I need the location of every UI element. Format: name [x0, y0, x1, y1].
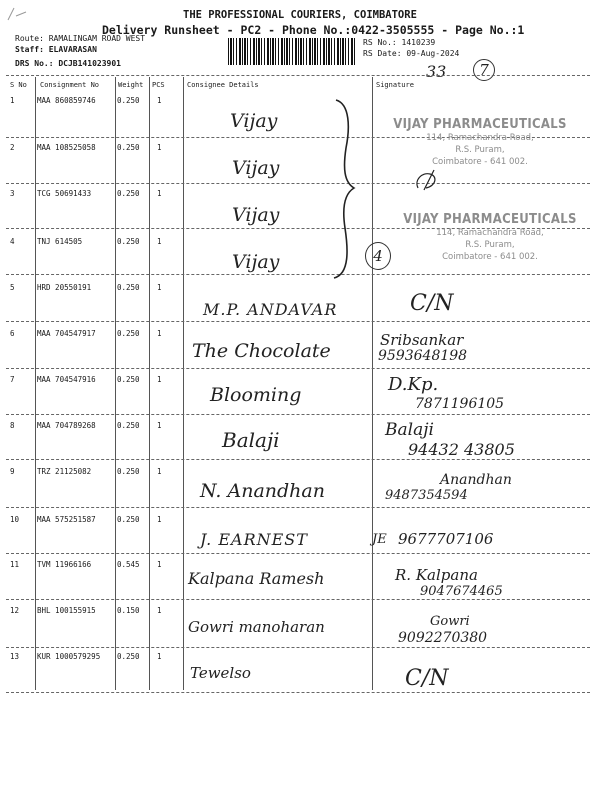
row-weight: 0.250 [117, 515, 140, 524]
row-consignee-handwriting: J. EARNEST [200, 530, 308, 549]
row-signature-handwriting: C/N [405, 666, 449, 691]
handwritten-circled-count: 7 [473, 59, 495, 81]
row-consignee-handwriting: The Chocolate [192, 340, 331, 362]
row-pcs: 1 [157, 560, 162, 569]
company-stamp [380, 117, 580, 168]
row-sno: 7 [10, 375, 15, 384]
row-pcs: 1 [157, 143, 162, 152]
row-consignee-handwriting: Blooming [210, 384, 302, 406]
row-consignment: MAA 575251587 [37, 515, 96, 524]
row-signature-phone: 9487354594 [385, 488, 468, 503]
row-sno: 10 [10, 515, 20, 524]
row-divider [6, 692, 590, 693]
company-stamp [390, 212, 590, 263]
row-divider [6, 368, 590, 369]
row-consignment: MAA 860859746 [37, 96, 96, 105]
col-header-signature: Signature [376, 81, 414, 89]
col-header-consignee: Consignee Details [187, 81, 259, 89]
row-pcs: 1 [157, 652, 162, 661]
row-pcs: 1 [157, 96, 162, 105]
runsheet-title: Delivery Runsheet - PC2 - Phone No.:0422-3505555 - Page No.:1 [102, 23, 525, 37]
row-sno: 9 [10, 467, 15, 476]
row-signature-phone: 9047674465 [420, 584, 503, 599]
handwritten-count: 33 [426, 62, 447, 81]
brace-mark [328, 98, 358, 280]
col-header-pcs: PCS [152, 81, 165, 89]
row-divider [6, 183, 590, 184]
row-signature-handwriting: C/N [410, 291, 454, 316]
signature-squiggle [412, 168, 442, 192]
row-weight: 0.250 [117, 189, 140, 198]
row-consignment: TCG 50691433 [37, 189, 92, 198]
row-consignment: MAA 704547916 [37, 375, 96, 384]
col-header-consignment: Consignment No [40, 81, 100, 89]
row-signature-phone: 9593648198 [378, 348, 468, 364]
drs-label: DRS No.: DCJB141023901 [15, 59, 121, 68]
stamp-line: Coimbatore - 641 002. [442, 252, 538, 262]
stamp-line: 114, Ramachandra Road, [436, 228, 544, 238]
stamp-line: R.S. Puram, [455, 145, 505, 155]
col-header-weight: Weight [118, 81, 144, 89]
stamp-line: Coimbatore - 641 002. [432, 157, 528, 167]
corner-mark [6, 6, 28, 22]
row-divider [6, 599, 590, 600]
row-consignee-handwriting: Tewelso [190, 664, 251, 682]
row-weight: 0.250 [117, 652, 140, 661]
row-weight: 0.250 [117, 467, 140, 476]
rs-date: RS Date: 09-Aug-2024 [363, 49, 460, 58]
row-consignee-handwriting: Vijay [232, 157, 280, 179]
row-consignee-handwriting: M.P. ANDAVAR [203, 300, 338, 319]
row-weight: 0.250 [117, 143, 140, 152]
circled-mark: 4 [365, 242, 391, 270]
row-weight: 0.250 [117, 96, 140, 105]
row-signature-phone: 7871196105 [415, 396, 505, 412]
row-weight: 0.250 [117, 329, 140, 338]
staff-label: Staff: ELAVARASAN [15, 45, 97, 54]
row-consignment: MAA 704547917 [37, 329, 96, 338]
row-consignee-handwriting: Balaji [222, 428, 280, 452]
row-signature-handwriting: R. Kalpana [395, 566, 478, 584]
row-divider [6, 507, 590, 508]
row-consignment: KUR 1000579295 [37, 652, 101, 661]
row-signature-phone: 9092270380 [398, 630, 488, 646]
col-header-sno: S No [10, 81, 27, 89]
row-signature-handwriting: Gowri [430, 614, 470, 629]
row-pcs: 1 [157, 515, 162, 524]
stamp-line: R.S. Puram, [465, 240, 515, 250]
row-pcs: 1 [157, 375, 162, 384]
row-signature-handwriting: Sribsankar [380, 331, 464, 349]
row-consignee-handwriting: N. Anandhan [200, 480, 325, 502]
rs-number: RS No.: 1410239 [363, 38, 436, 47]
row-weight: 0.250 [117, 421, 140, 430]
row-sno: 12 [10, 606, 20, 615]
stamp-name: VIJAY PHARMACEUTICALS [403, 212, 577, 227]
row-weight: 0.150 [117, 606, 140, 615]
row-weight: 0.250 [117, 237, 140, 246]
row-consignment: MAA 108525058 [37, 143, 96, 152]
row-consignee-handwriting: Gowri manoharan [188, 618, 325, 636]
row-weight: 0.250 [117, 375, 140, 384]
row-consignment: TRZ 21125082 [37, 467, 92, 476]
row-pcs: 1 [157, 467, 162, 476]
row-divider [6, 553, 590, 554]
row-consignee-handwriting: Vijay [232, 204, 280, 226]
company-title: THE PROFESSIONAL COURIERS, COIMBATORE [183, 9, 417, 21]
row-signature-handwriting: JE [372, 532, 387, 547]
table-top-rule [6, 75, 590, 76]
row-pcs: 1 [157, 329, 162, 338]
row-signature-phone: 9677707106 [398, 530, 494, 548]
row-sno: 3 [10, 189, 15, 198]
barcode-image [228, 38, 356, 65]
row-consignment: MAA 704789268 [37, 421, 96, 430]
row-consignment: HRD 20550191 [37, 283, 92, 292]
row-pcs: 1 [157, 237, 162, 246]
row-sno: 13 [10, 652, 20, 661]
row-pcs: 1 [157, 421, 162, 430]
row-consignment: TNJ 614505 [37, 237, 83, 246]
row-pcs: 1 [157, 606, 162, 615]
row-consignment: TVM 11966166 [37, 560, 92, 569]
row-sno: 11 [10, 560, 20, 569]
row-divider [6, 414, 590, 415]
row-signature-phone: 94432 43805 [408, 440, 515, 459]
row-pcs: 1 [157, 189, 162, 198]
row-consignee-handwriting: Kalpana Ramesh [188, 569, 325, 588]
row-sno: 8 [10, 421, 15, 430]
row-sno: 5 [10, 283, 15, 292]
row-weight: 0.545 [117, 560, 140, 569]
row-signature-handwriting: D.Kp. [388, 374, 439, 395]
stamp-name: VIJAY PHARMACEUTICALS [393, 117, 567, 132]
row-divider [6, 459, 590, 460]
row-pcs: 1 [157, 283, 162, 292]
row-signature-handwriting: Anandhan [440, 472, 512, 488]
row-sno: 1 [10, 96, 15, 105]
row-sno: 4 [10, 237, 15, 246]
row-consignee-handwriting: Vijay [232, 251, 280, 273]
row-divider [6, 647, 590, 648]
row-sno: 6 [10, 329, 15, 338]
row-signature-handwriting: Balaji [385, 420, 434, 440]
row-sno: 2 [10, 143, 15, 152]
row-divider [6, 274, 590, 275]
row-consignee-handwriting: Vijay [230, 110, 278, 132]
route-label: Route: RAMALINGAM ROAD WEST [15, 34, 146, 43]
row-divider [6, 321, 590, 322]
row-consignment: BHL 100155915 [37, 606, 96, 615]
row-weight: 0.250 [117, 283, 140, 292]
stamp-line: 114, Ramachandra Road, [426, 133, 534, 143]
